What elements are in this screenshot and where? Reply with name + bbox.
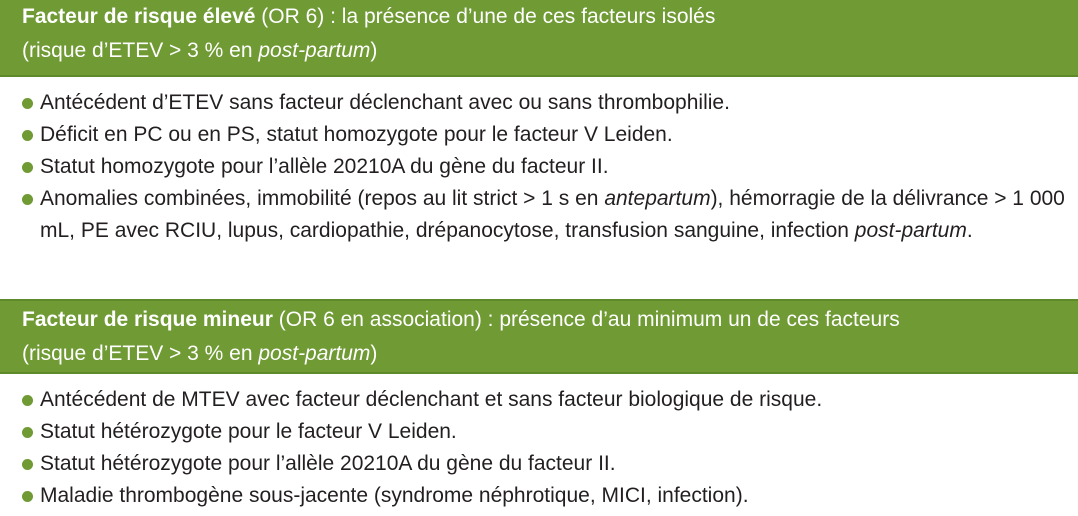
high-risk-header [0, 0, 1078, 77]
list-item-text: Antécédent de MTEV avec facteur déclenchant et sans facteur biologique de risque. [40, 388, 823, 411]
list-item [22, 183, 1066, 247]
bullet-icon [22, 491, 33, 502]
minor-risk-header [0, 299, 1078, 374]
list-item [22, 119, 1066, 151]
high-risk-list [22, 87, 1066, 247]
list-item-text: Statut hétérozygote pour le facteur V Leiden. [40, 420, 457, 443]
bullet-icon [22, 130, 33, 141]
minor-risk-note-italic: post-partum [258, 342, 371, 365]
high-risk-subtitle: (OR 6) : la présence d’une de ces facteurs isolés [255, 5, 716, 28]
high-risk-note-suffix: ) [370, 39, 378, 62]
minor-risk-header-line1 [22, 303, 1066, 337]
list-item-text: ), hémorragie de la délivrance > 1 000 mL, PE avec RCIU, lupus, cardiopathie, drépanocytose, transfusion sanguine, infection [40, 187, 1065, 242]
high-risk-header-line1 [22, 0, 1066, 34]
minor-risk-subtitle: (OR 6 en association) : présence d’au minimum un de ces facteurs [272, 308, 900, 331]
minor-risk-note-suffix: ) [370, 342, 378, 365]
list-item-text: Maladie thrombogène sous-jacente (syndrome néphrotique, MICI, infection). [40, 484, 749, 507]
minor-risk-header-line2 [22, 337, 1066, 371]
minor-risk-title: Facteur de risque mineur [22, 308, 273, 331]
list-item [22, 87, 1066, 119]
list-item [22, 384, 1066, 416]
minor-risk-list-panel [0, 374, 1078, 516]
list-item [22, 416, 1066, 448]
bullet-icon [22, 98, 33, 109]
high-risk-header-line2 [22, 34, 1066, 68]
bullet-icon [22, 162, 33, 173]
minor-risk-list [22, 384, 1066, 512]
bullet-icon [22, 427, 33, 438]
list-item-text: Statut hétérozygote pour l’allèle 20210A du gène du facteur II. [40, 452, 616, 475]
list-item-text: Antécédent d’ETEV sans facteur déclenchant avec ou sans thrombophilie. [40, 91, 730, 114]
list-item-text: Déficit en PC ou en PS, statut homozygote pour le facteur V Leiden. [40, 123, 673, 146]
list-item [22, 448, 1066, 480]
bullet-icon [22, 194, 33, 205]
bullet-icon [22, 395, 33, 406]
list-item-italic: post-partum [854, 219, 967, 242]
list-item-text: . [966, 219, 973, 242]
bullet-icon [22, 459, 33, 470]
high-risk-list-panel [0, 77, 1078, 299]
list-item [22, 151, 1066, 183]
high-risk-title: Facteur de risque élevé [22, 5, 256, 28]
list-item-text: Anomalies combinées, immobilité (repos au lit strict > 1 s en [40, 187, 605, 210]
list-item-italic: antepartum [604, 187, 711, 210]
list-item-text: Statut homozygote pour l’allèle 20210A du gène du facteur II. [40, 155, 609, 178]
list-item [22, 480, 1066, 512]
high-risk-note-prefix: (risque d’ETEV > 3 % en [22, 39, 259, 62]
high-risk-note-italic: post-partum [258, 39, 371, 62]
minor-risk-note-prefix: (risque d’ETEV > 3 % en [22, 342, 259, 365]
